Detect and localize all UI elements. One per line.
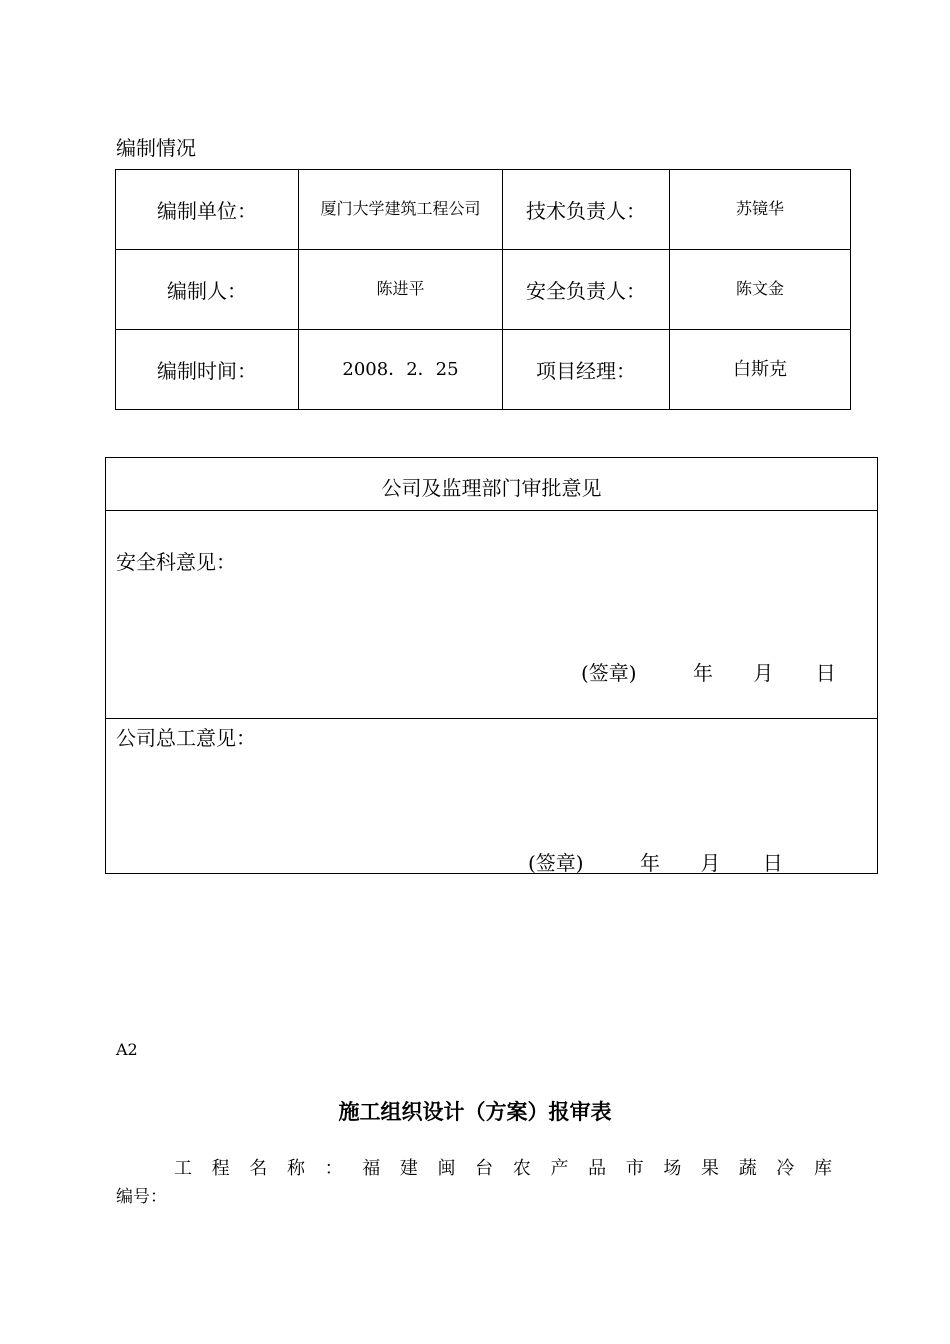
divider xyxy=(106,718,877,719)
compiling-unit-value: 厦门大学建筑工程公司 xyxy=(299,170,503,250)
chief-engineer-opinion-label: 公司总工意见： xyxy=(116,726,256,750)
safety-month-label: 月 xyxy=(753,661,774,685)
project-manager-label: 项目经理： xyxy=(503,330,670,410)
compile-date-value: 2008．2．25 xyxy=(299,330,503,410)
approval-header: 公司及监理部门审批意见 xyxy=(381,476,602,500)
chief-engineer-day-label: 日 xyxy=(762,851,783,875)
compiler-label: 编制人： xyxy=(116,250,299,330)
compiler-value: 陈进平 xyxy=(299,250,503,330)
safety-lead-label: 安全负责人： xyxy=(503,250,670,330)
safety-opinion-label: 安全科意见： xyxy=(116,550,236,574)
compiling-unit-label: 编制单位： xyxy=(116,170,299,250)
technical-lead-value: 苏镜华 xyxy=(670,170,851,250)
compilation-table xyxy=(115,169,851,410)
safety-seal-label: (签章) xyxy=(581,661,637,685)
chief-engineer-signature-line xyxy=(528,847,783,876)
table-row xyxy=(116,330,851,410)
project-name-line: 工程名称：福建闽台农产品市场果蔬冷库 xyxy=(174,1158,832,1179)
form-code: A2 xyxy=(116,1040,138,1059)
number-label: 编号： xyxy=(116,1187,167,1207)
approval-box xyxy=(105,457,878,874)
project-manager-value: 白斯克 xyxy=(670,330,851,410)
safety-lead-value: 陈文金 xyxy=(670,250,851,330)
section-title: 编制情况 xyxy=(116,136,196,160)
safety-day-label: 日 xyxy=(815,661,836,685)
chief-engineer-year-label: 年 xyxy=(639,851,660,875)
divider xyxy=(106,510,877,511)
chief-engineer-month-label: 月 xyxy=(700,851,721,875)
form-title: 施工组织设计（方案）报审表 xyxy=(338,1099,612,1124)
technical-lead-label: 技术负责人： xyxy=(503,170,670,250)
chief-engineer-seal-label: (签章) xyxy=(528,851,584,875)
table-row xyxy=(116,250,851,330)
table-row xyxy=(116,170,851,250)
safety-signature-line xyxy=(581,657,836,686)
compile-date-label: 编制时间： xyxy=(116,330,299,410)
safety-year-label: 年 xyxy=(692,661,713,685)
